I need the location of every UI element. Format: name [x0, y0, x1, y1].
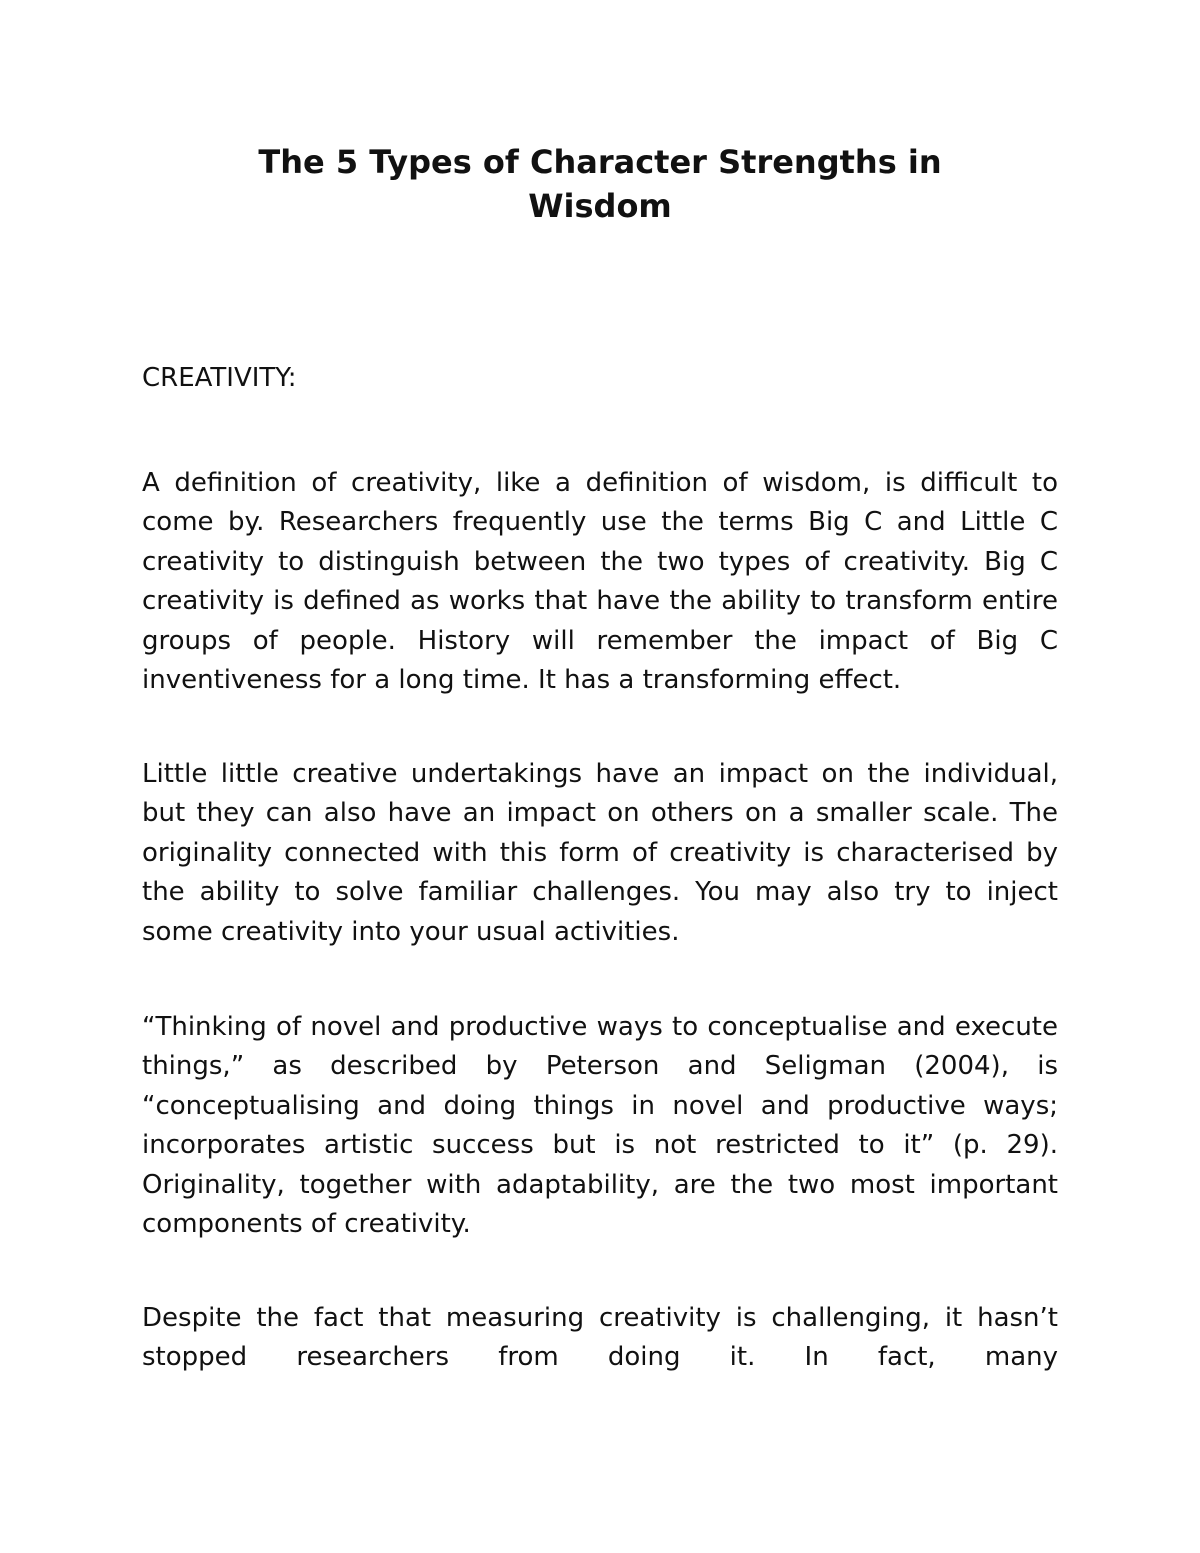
paragraph: Despite the fact that measuring creativity is challenging, it hasn’t stopped researchers from doing it. In fact, many — [142, 1303, 1058, 1373]
paragraph: A definition of creativity, like a definition of wisdom, is difficult to come by. Researchers frequently use the terms Big C and Little C creativity to distinguish between the two types of creativity. Big C creativity is defined as works that have the ability to transform entire groups of people. History will remember the impact of Big C inventiveness for a long time. It has a transforming effect. — [142, 468, 1058, 696]
paragraph: “Thinking of novel and productive ways to conceptualise and execute things,” as described by Peterson and Seligman (2004), is “conceptualising and doing things in novel and productive ways; incorporates artistic success but is not restricted to it” (p. 29). Originality, together with adaptability, are the two most important components of creativity. — [142, 1012, 1058, 1240]
document-title: The 5 Types of Character Strengths in Wisdom — [258, 143, 942, 225]
paragraph: Little little creative undertakings have an impact on the individual, but they can also have an impact on others on a smaller scale. The originality connected with this form of creativity is characterised by the ability to solve familiar challenges. You may also try to inject some creativity into your usual activities. — [142, 759, 1058, 947]
section-heading: CREATIVITY: — [142, 363, 297, 393]
